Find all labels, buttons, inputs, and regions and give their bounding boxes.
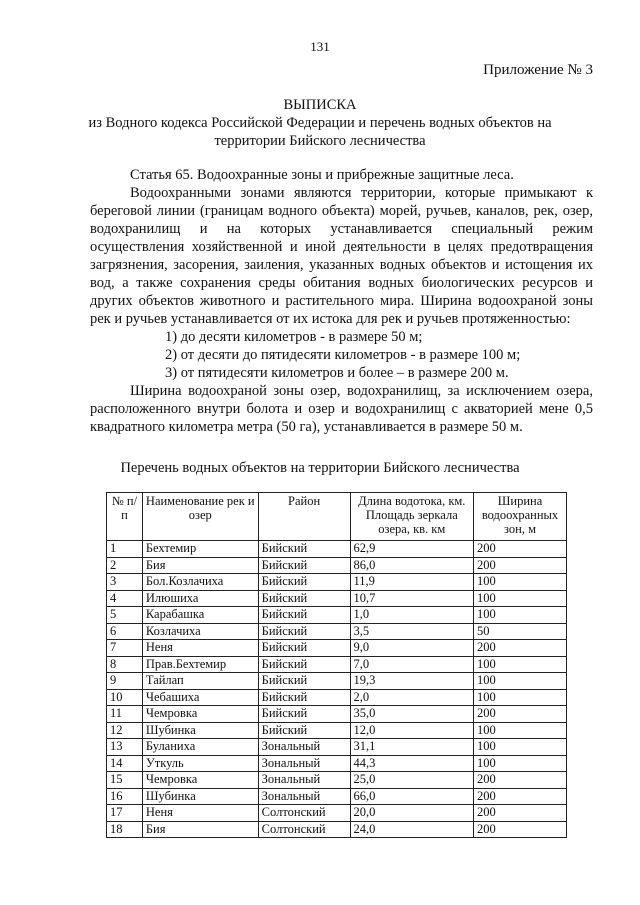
cell-name: Неня bbox=[142, 805, 258, 822]
cell-zone-width: 200 bbox=[474, 557, 567, 574]
cell-zone-width: 50 bbox=[474, 623, 567, 640]
cell-name: Бехтемир bbox=[142, 541, 258, 558]
cell-district: Бийский bbox=[258, 557, 350, 574]
cell-zone-width: 100 bbox=[474, 590, 567, 607]
cell-name: Илюшиха bbox=[142, 590, 258, 607]
cell-district: Бийский bbox=[258, 673, 350, 690]
column-header-number: № п/п bbox=[107, 493, 143, 541]
table-row bbox=[107, 788, 567, 805]
cell-length-area: 19,3 bbox=[350, 673, 474, 690]
cell-name: Бия bbox=[142, 557, 258, 574]
appendix-label: Приложение № 3 bbox=[483, 62, 593, 78]
cell-district: Бийский bbox=[258, 689, 350, 706]
cell-length-area: 35,0 bbox=[350, 706, 474, 723]
cell-length-area: 12,0 bbox=[350, 722, 474, 739]
cell-name: Неня bbox=[142, 640, 258, 657]
table-row bbox=[107, 574, 567, 591]
cell-length-area: 2,0 bbox=[350, 689, 474, 706]
table-header bbox=[107, 493, 567, 541]
cell-number: 14 bbox=[107, 755, 143, 772]
paragraph-water-protection-zones: Водоохранными зонами являются территории, которые примыкают к береговой линии (границам водного объекта) морей, ручьев, каналов, рек, озер, водохранилищ и на которых устанавливается специальный режим осуществления хозяйственной и иной деятельности в целях предотвращения загрязнения, засорения, заиления, указанных водных объектов и истощения их вод, а также сохранения среды обитания водных биологических ресурсов и других объектов животного и растительного мира. Ширина водоохраной зоны рек и ручьев устанавливается от их истока для рек и ручьев протяженностью: bbox=[90, 185, 593, 327]
cell-number: 15 bbox=[107, 772, 143, 789]
cell-name: Шубинка bbox=[142, 722, 258, 739]
cell-number: 7 bbox=[107, 640, 143, 657]
table-row bbox=[107, 821, 567, 838]
cell-zone-width: 200 bbox=[474, 788, 567, 805]
body-text bbox=[90, 166, 593, 436]
cell-zone-width: 100 bbox=[474, 739, 567, 756]
cell-name: Бол.Козлачиха bbox=[142, 574, 258, 591]
cell-district: Солтонский bbox=[258, 805, 350, 822]
table-row bbox=[107, 673, 567, 690]
cell-number: 8 bbox=[107, 656, 143, 673]
cell-name: Прав.Бехтемир bbox=[142, 656, 258, 673]
cell-length-area: 66,0 bbox=[350, 788, 474, 805]
cell-district: Зональный bbox=[258, 788, 350, 805]
cell-zone-width: 200 bbox=[474, 772, 567, 789]
cell-length-area: 31,1 bbox=[350, 739, 474, 756]
cell-number: 18 bbox=[107, 821, 143, 838]
cell-name: Тайлап bbox=[142, 673, 258, 690]
cell-district: Бийский bbox=[258, 656, 350, 673]
article-heading: Статья 65. Водоохранные зоны и прибрежные защитные леса. bbox=[130, 167, 514, 183]
cell-district: Зональный bbox=[258, 772, 350, 789]
list-item: 1) до десяти километров - в размере 50 м; bbox=[165, 329, 423, 345]
water-objects-table bbox=[106, 492, 567, 838]
cell-district: Бийский bbox=[258, 722, 350, 739]
cell-zone-width: 100 bbox=[474, 689, 567, 706]
cell-zone-width: 200 bbox=[474, 706, 567, 723]
cell-number: 16 bbox=[107, 788, 143, 805]
cell-zone-width: 200 bbox=[474, 805, 567, 822]
list-item: 3) от пятидесяти километров и более – в размере 200 м. bbox=[165, 365, 509, 381]
table-caption: Перечень водных объектов на территории Бийского лесничества bbox=[120, 460, 520, 476]
title-subtitle-line-1: из Водного кодекса Российской Федерации и перечень водных объектов на bbox=[88, 115, 552, 131]
list-item: 2) от десяти до пятидесяти километров - в размере 100 м; bbox=[165, 347, 521, 363]
cell-district: Бийский bbox=[258, 607, 350, 624]
table-header-row bbox=[107, 493, 567, 541]
cell-district: Бийский bbox=[258, 706, 350, 723]
cell-district: Солтонский bbox=[258, 821, 350, 838]
cell-length-area: 24,0 bbox=[350, 821, 474, 838]
cell-length-area: 7,0 bbox=[350, 656, 474, 673]
cell-name: Буланиха bbox=[142, 739, 258, 756]
paragraph-lakes-zone-width: Ширина водоохраной зоны озер, водохранилищ, за исключением озера, расположенного внутри болота и озер и водохранилищ с акваторией мене 0,5 квадратного километра метра (50 га), устанавливается в размере 50 м. bbox=[90, 383, 593, 435]
table-row bbox=[107, 689, 567, 706]
table-row bbox=[107, 557, 567, 574]
cell-length-area: 62,9 bbox=[350, 541, 474, 558]
table-body bbox=[107, 541, 567, 838]
cell-number: 12 bbox=[107, 722, 143, 739]
cell-name: Уткуль bbox=[142, 755, 258, 772]
cell-number: 3 bbox=[107, 574, 143, 591]
cell-number: 11 bbox=[107, 706, 143, 723]
table-row bbox=[107, 541, 567, 558]
table-row bbox=[107, 640, 567, 657]
cell-zone-width: 100 bbox=[474, 656, 567, 673]
table-row bbox=[107, 623, 567, 640]
table-row bbox=[107, 722, 567, 739]
cell-name: Чебашиха bbox=[142, 689, 258, 706]
cell-length-area: 44,3 bbox=[350, 755, 474, 772]
cell-length-area: 3,5 bbox=[350, 623, 474, 640]
cell-district: Бийский bbox=[258, 541, 350, 558]
cell-zone-width: 200 bbox=[474, 541, 567, 558]
cell-district: Бийский bbox=[258, 640, 350, 657]
cell-zone-width: 100 bbox=[474, 673, 567, 690]
cell-district: Бийский bbox=[258, 574, 350, 591]
column-header-length-area: Длина водотока, км. Площадь зеркала озера, кв. км bbox=[350, 493, 474, 541]
table-row bbox=[107, 706, 567, 723]
table-row bbox=[107, 772, 567, 789]
table-row bbox=[107, 755, 567, 772]
cell-district: Зональный bbox=[258, 739, 350, 756]
cell-number: 17 bbox=[107, 805, 143, 822]
table-row bbox=[107, 805, 567, 822]
title-heading: ВЫПИСКА bbox=[283, 97, 357, 113]
title-subtitle-line-2: территории Бийского лесничества bbox=[214, 133, 426, 149]
cell-number: 4 bbox=[107, 590, 143, 607]
cell-length-area: 20,0 bbox=[350, 805, 474, 822]
cell-zone-width: 100 bbox=[474, 722, 567, 739]
cell-name: Чемровка bbox=[142, 706, 258, 723]
cell-name: Шубинка bbox=[142, 788, 258, 805]
cell-length-area: 10,7 bbox=[350, 590, 474, 607]
cell-name: Бия bbox=[142, 821, 258, 838]
cell-district: Бийский bbox=[258, 623, 350, 640]
cell-number: 1 bbox=[107, 541, 143, 558]
cell-number: 6 bbox=[107, 623, 143, 640]
column-header-district: Район bbox=[258, 493, 350, 541]
cell-name: Чемровка bbox=[142, 772, 258, 789]
table-row bbox=[107, 739, 567, 756]
cell-length-area: 25,0 bbox=[350, 772, 474, 789]
cell-number: 2 bbox=[107, 557, 143, 574]
table-row bbox=[107, 607, 567, 624]
column-header-zone-width: Ширина водоохранных зон, м bbox=[474, 493, 567, 541]
cell-number: 9 bbox=[107, 673, 143, 690]
cell-name: Карабашка bbox=[142, 607, 258, 624]
cell-zone-width: 100 bbox=[474, 574, 567, 591]
table-row bbox=[107, 590, 567, 607]
cell-length-area: 86,0 bbox=[350, 557, 474, 574]
cell-district: Бийский bbox=[258, 590, 350, 607]
table-row bbox=[107, 656, 567, 673]
cell-name: Козлачиха bbox=[142, 623, 258, 640]
cell-zone-width: 100 bbox=[474, 755, 567, 772]
cell-district: Зональный bbox=[258, 755, 350, 772]
cell-zone-width: 100 bbox=[474, 607, 567, 624]
cell-number: 5 bbox=[107, 607, 143, 624]
column-header-name: Наименование рек и озер bbox=[142, 493, 258, 541]
document-title bbox=[60, 96, 580, 150]
cell-zone-width: 200 bbox=[474, 821, 567, 838]
cell-length-area: 9,0 bbox=[350, 640, 474, 657]
cell-length-area: 11,9 bbox=[350, 574, 474, 591]
cell-zone-width: 200 bbox=[474, 640, 567, 657]
cell-length-area: 1,0 bbox=[350, 607, 474, 624]
cell-number: 13 bbox=[107, 739, 143, 756]
cell-number: 10 bbox=[107, 689, 143, 706]
page-number: 131 bbox=[310, 39, 330, 54]
